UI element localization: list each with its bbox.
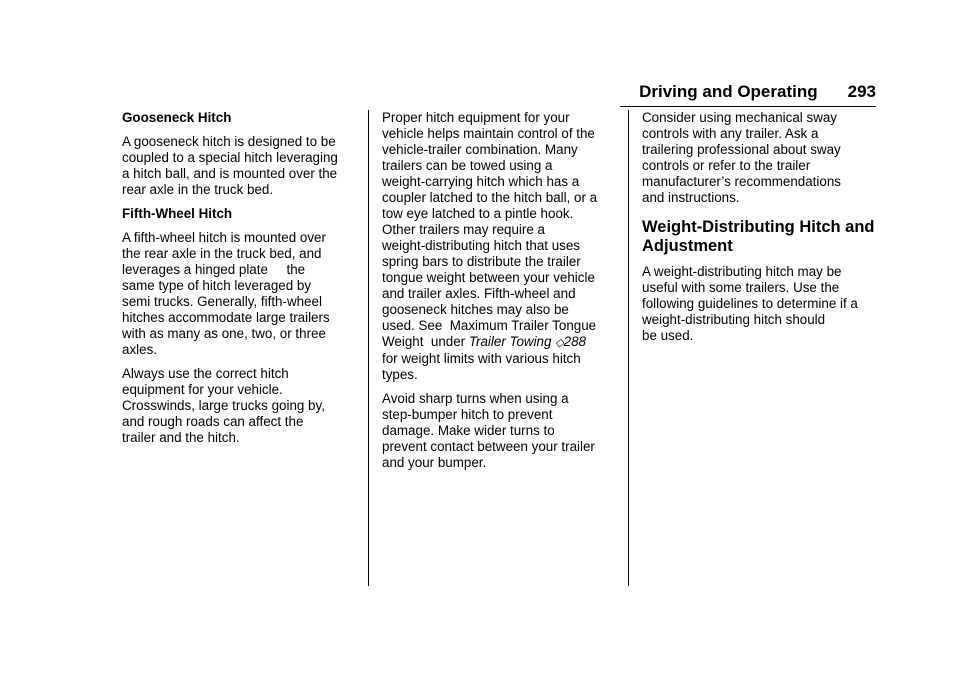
text-line: a hitch ball, and is mounted over the <box>122 166 338 181</box>
text-line: weight-carrying hitch which has a <box>382 174 580 189</box>
trailer-towing-link[interactable]: Trailer Towing <box>468 334 552 349</box>
column-divider-1 <box>368 110 369 586</box>
text-line: tongue weight between your vehicle <box>382 270 595 285</box>
column-divider-2 <box>628 110 629 586</box>
text-line: and trailer axles. Fifth-wheel and <box>382 286 576 301</box>
gooseneck-heading: Gooseneck Hitch <box>122 110 232 125</box>
text-line: vehicle helps maintain control of the <box>382 126 595 141</box>
text-line: weight-distributing hitch should <box>642 312 826 327</box>
text-line: and instructions. <box>642 190 740 205</box>
text-line: A gooseneck hitch is designed to be <box>122 134 336 149</box>
text-line: semi trucks. Generally, fifth-wheel <box>122 294 322 309</box>
text-line: the rear axle in the truck bed, and <box>122 246 322 261</box>
text-line: used. See Maximum Trailer Tongue <box>382 318 597 333</box>
fifth-wheel-paragraph <box>122 230 358 358</box>
text-line: Avoid sharp turns when using a <box>382 391 569 406</box>
text-line: damage. Make wider turns to <box>382 423 555 438</box>
text-line: weight-distributing hitch that uses <box>382 238 580 253</box>
column-3 <box>642 110 878 352</box>
page-ref-arrow-icon: ◇ <box>555 337 564 349</box>
text-line: A fifth-wheel hitch is mounted over <box>122 230 326 245</box>
correct-hitch-paragraph <box>122 366 358 446</box>
sharp-turns-paragraph <box>382 391 618 471</box>
text-line: coupled to a special hitch leveraging <box>122 150 338 165</box>
column-1 <box>122 110 358 454</box>
text-line: hitches accommodate large trailers <box>122 310 330 325</box>
page-header <box>620 82 876 104</box>
text-line: useful with some trailers. Use the <box>642 280 840 295</box>
section-title: Driving and Operating <box>639 82 818 101</box>
text-line: tow eye latched to a pintle hook. <box>382 206 574 221</box>
weight-distributing-paragraph <box>642 264 878 344</box>
text-line: same type of hitch leveraged by <box>122 278 312 293</box>
text-line: Always use the correct hitch <box>122 366 289 381</box>
text-line: controls or refer to the trailer <box>642 158 811 173</box>
text-line: Consider using mechanical sway <box>642 110 838 125</box>
text-line: trailer and the hitch. <box>122 430 240 445</box>
text-line: axles. <box>122 342 157 357</box>
text-line: A weight-distributing hitch may be <box>642 264 842 279</box>
text-line: equipment for your vehicle. <box>122 382 283 397</box>
cross-reference-prefix: Weight under <box>382 334 469 349</box>
text-line: gooseneck hitches may also be <box>382 302 569 317</box>
column-2 <box>382 110 618 479</box>
page-ref-number[interactable]: 288 <box>563 334 586 349</box>
text-line: step-bumper hitch to prevent <box>382 407 553 422</box>
text-line: vehicle-trailer combination. Many <box>382 142 578 157</box>
heading-line: Adjustment <box>642 237 733 255</box>
text-line: Crosswinds, large trucks going by, <box>122 398 325 413</box>
text-line: and rough roads can affect the <box>122 414 304 429</box>
text-line: trailering professional about sway <box>642 142 841 157</box>
heading-line: Weight-Distributing Hitch and <box>642 218 875 236</box>
text-line: for weight limits with various hitch <box>382 351 581 366</box>
text-line: and your bumper. <box>382 455 487 470</box>
text-line: spring bars to distribute the trailer <box>382 254 581 269</box>
weight-distributing-heading <box>642 218 878 256</box>
text-line: Proper hitch equipment for your <box>382 110 570 125</box>
page-number: 293 <box>847 82 876 101</box>
text-line: types. <box>382 367 418 382</box>
text-line: Other trailers may require a <box>382 222 545 237</box>
text-line: coupler latched to the hitch ball, or a <box>382 190 598 205</box>
gooseneck-paragraph <box>122 134 358 198</box>
text-line: trailers can be towed using a <box>382 158 553 173</box>
text-line: controls with any trailer. Ask a <box>642 126 819 141</box>
text-line: rear axle in the truck bed. <box>122 182 274 197</box>
text-line: manufacturer’s recommendations <box>642 174 841 189</box>
sway-controls-paragraph <box>642 110 878 206</box>
text-line: leverages a hinged plate the <box>122 262 306 277</box>
cross-reference-line <box>382 334 618 351</box>
fifth-wheel-heading: Fifth-Wheel Hitch <box>122 206 233 221</box>
text-line: with as many as one, two, or three <box>122 326 326 341</box>
header-rule <box>620 106 876 107</box>
hitch-equipment-paragraph <box>382 110 618 383</box>
text-line: prevent contact between your trailer <box>382 439 595 454</box>
text-line: be used. <box>642 328 694 343</box>
text-line: following guidelines to determine if a <box>642 296 858 311</box>
